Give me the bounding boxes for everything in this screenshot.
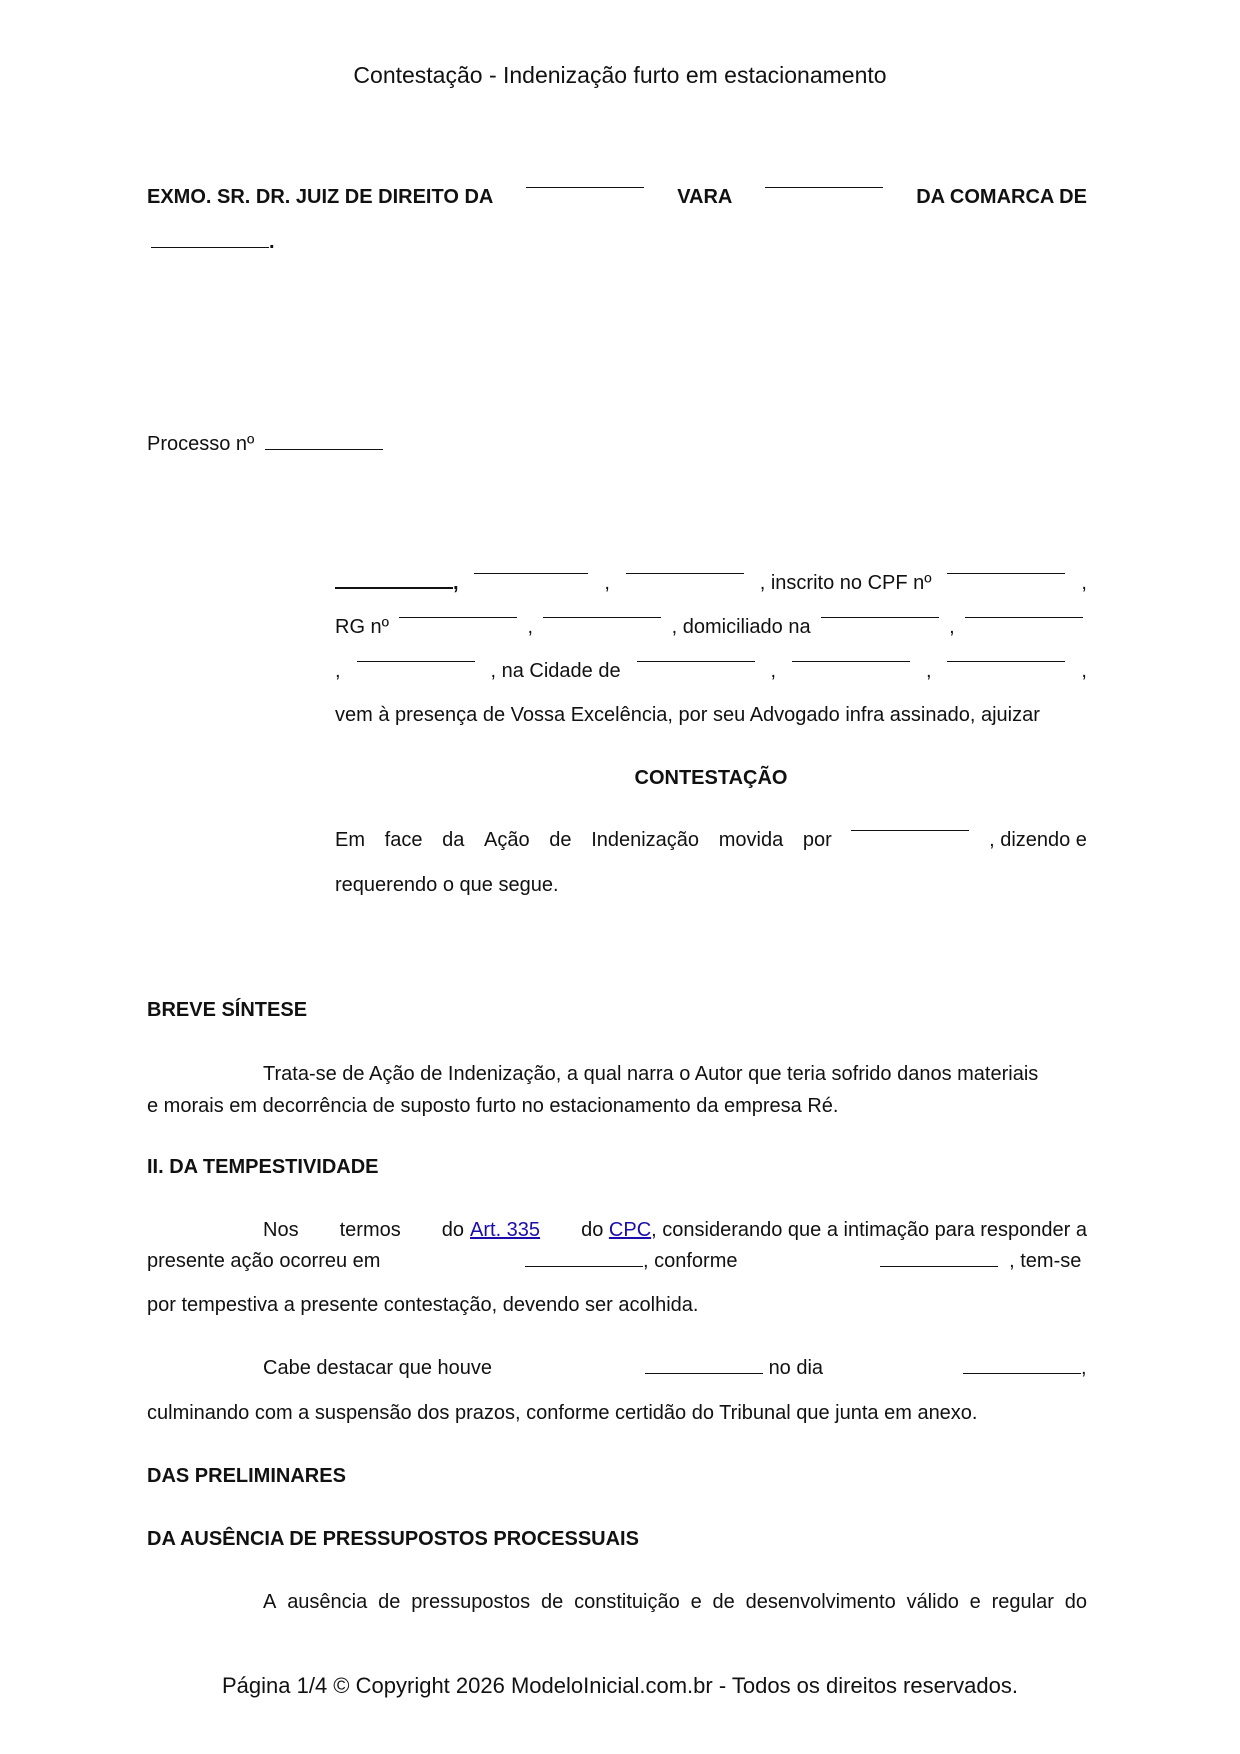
blank-field (357, 660, 475, 662)
blank-field (821, 616, 939, 618)
blank-field (265, 448, 383, 450)
blank-field (543, 616, 661, 618)
contestacao-line-2: requerendo o que segue. (335, 874, 559, 896)
occurred-label: presente ação ocorreu em (147, 1250, 381, 1272)
tempestividade-line-4 (263, 1357, 1087, 1380)
process-number-line (147, 433, 383, 456)
blank-field (151, 246, 269, 248)
party-line-3 (335, 660, 1087, 683)
word-do: do (581, 1219, 604, 1241)
blank-field (645, 1372, 763, 1374)
contestacao-line-1: Em face da Ação de Indenização movida por , dizendo e (335, 829, 1087, 851)
article-335-link[interactable]: Art. 335 (470, 1219, 541, 1241)
comma: , (925, 660, 932, 682)
blank-field (963, 1372, 1081, 1374)
party-line-4: vem à presença de Vossa Excelência, por seu Advogado infra assinado, ajuizar (335, 704, 1040, 726)
tempestividade-line-3: por tempestiva a presente contestação, devendo ser acolhida. (147, 1294, 699, 1316)
comma: , (604, 572, 610, 594)
blank-field (526, 186, 644, 188)
blank-field (851, 829, 969, 831)
blank-field (637, 660, 755, 662)
tempestividade-heading: II. DA TEMPESTIVIDADE (147, 1156, 379, 1178)
city-label: , na Cidade de (490, 660, 621, 682)
rg-label: RG nº (335, 616, 389, 638)
process-label: Processo nº (147, 433, 255, 455)
address-part-2: VARA (677, 186, 733, 208)
blank-field (399, 616, 517, 618)
comma: , (1081, 1357, 1087, 1379)
preliminares-heading: DAS PRELIMINARES (147, 1465, 346, 1487)
comma: , (949, 616, 955, 638)
tempestividade-line-2 (147, 1250, 1087, 1273)
pressupostos-heading: DA AUSÊNCIA DE PRESSUPOSTOS PROCESSUAIS (147, 1528, 639, 1550)
tempestividade-line-1: Nos termos do Art. 335 do CPC , considerando que a intimação para responder a (263, 1219, 1087, 1241)
address-end: . (269, 231, 275, 253)
blank-field (947, 572, 1065, 574)
blank-field (947, 660, 1065, 662)
blank-field (965, 616, 1083, 618)
contestacao-title: CONTESTAÇÃO (634, 767, 788, 789)
dia-label: no dia (768, 1357, 824, 1379)
sintese-line-1: Trata-se de Ação de Indenização, a qual narra o Autor que teria sofrido danos materiais (263, 1063, 1039, 1085)
cpc-link[interactable]: CPC (608, 1219, 652, 1241)
conforme-label: , conforme (643, 1250, 738, 1272)
court-address-line-2 (151, 231, 275, 254)
address-part-1: EXMO. SR. DR. JUIZ DE DIREITO DA (147, 186, 494, 208)
court-address-line (147, 186, 1087, 209)
houve-label: Cabe destacar que houve (263, 1357, 493, 1379)
party-line-2 (335, 616, 1083, 639)
blank-field (335, 586, 453, 589)
contestacao-end-text: , dizendo e (989, 829, 1087, 851)
page-header-title: Contestação - Indenização furto em estacionamento (353, 62, 887, 88)
blank-field (525, 1265, 643, 1267)
comma: , (335, 660, 341, 682)
domicile-label: , domiciliado na (671, 616, 811, 638)
comma: , (527, 616, 534, 638)
blank-field (474, 572, 588, 574)
address-part-3: DA COMARCA DE (916, 186, 1087, 208)
party-line-1 (335, 572, 1087, 595)
tempestividade-rest: , considerando que a intimação para responder a (651, 1219, 1087, 1241)
cpf-label: , inscrito no CPF nº (759, 572, 932, 594)
sintese-line-2: e morais em decorrência de suposto furto no estacionamento da empresa Ré. (147, 1095, 839, 1117)
comma: , (1081, 660, 1087, 682)
sintese-heading: BREVE SÍNTESE (147, 999, 308, 1021)
tem-se-label: , tem-se (1009, 1250, 1082, 1272)
comma: , (453, 572, 459, 594)
blank-field (792, 660, 910, 662)
blank-field (880, 1265, 998, 1267)
blank-field (626, 572, 744, 574)
blank-field (765, 186, 883, 188)
comma: , (770, 660, 777, 682)
pressupostos-line-1: A ausência de pressupostos de constituição e de desenvolvimento válido e regular do (263, 1591, 1087, 1613)
comma: , (1081, 572, 1087, 594)
tempestividade-line-5: culminando com a suspensão dos prazos, conforme certidão do Tribunal que junta em anexo. (147, 1402, 978, 1424)
page-footer: Página 1/4 © Copyright 2026 ModeloInicial.com.br - Todos os direitos reservados. (222, 1673, 1018, 1698)
